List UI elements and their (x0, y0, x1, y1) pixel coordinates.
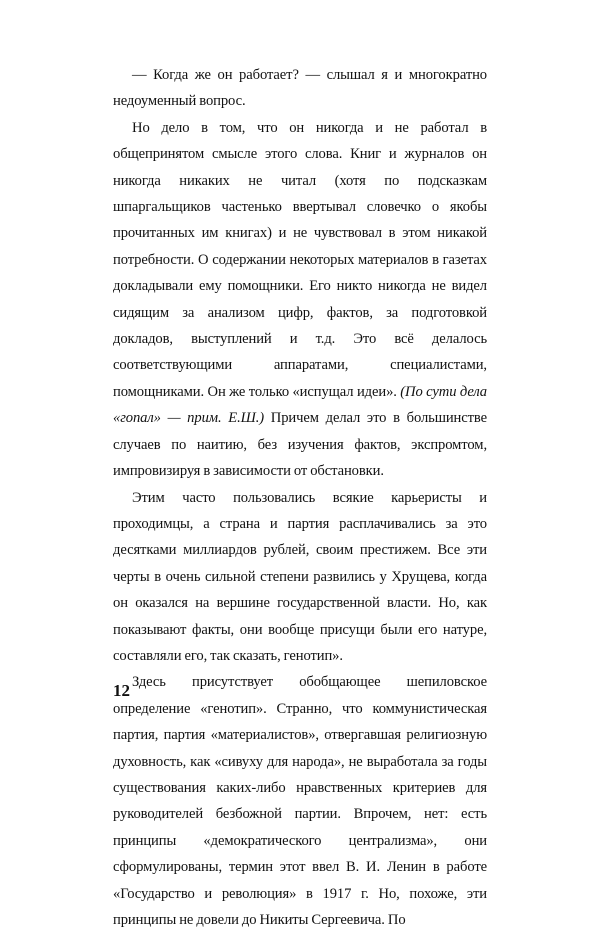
paragraph-1: — Когда же он работает? — слышал я и многократно недоуменный вопрос. (113, 67, 487, 110)
page-body (113, 62, 487, 933)
paragraph-4: Здесь присутствует обобщающее шепиловское определение «генотип». Странно, что коммунистическая партия, партия «материалистов», отвергавшая религиозную духовность, как «сивуху для народа», не выработала за годы существования каких-либо нравственных критериев для руководителей безбожной партии. Впрочем, нет: есть принципы «демократического централизма», они сформулированы, термин этот ввел В. И. Ленин в работе «Государство и революция» в 1917 г. Но, похоже, эти принципы не довели до Никиты Сергеевича. По (113, 674, 487, 928)
paragraph-2-text: Но дело в том, что он никогда и не работал в общепринятом смысле этого слова. Книг и журналов он никогда никаких не читал (хотя по подсказкам шпаргальщиков частенько ввертывал словечко о якобы прочитанных им книгах) и не чувствовал в этом никакой потребности. О содержании некоторых материалов в газетах докладывали ему помощники. Его никто никогда не видел сидящим за анализом цифр, фактов, за подготовкой докладов, выступлений и т.д. Это всё делалось соответствующими аппаратами, специалистами, помощниками. Он же только «испущал идеи». (113, 119, 487, 400)
page-number: 12 (113, 681, 130, 700)
paragraph-3: Этим часто пользовались всякие карьеристы и проходимцы, а страна и партия расплачивались за это десятками миллиардов рублей, своим престижем. Все эти черты в очень сильной степени развились у Хрущева, когда он оказался на вершине государственной власти. Но, как показывают факты, они вообще присущи были его натуре, составляли его, так сказать, генотип». (113, 489, 487, 664)
paragraph-2-text-after: Причем делал это в большинстве случаев по наитию, без изучения фактов, экспромтом, импровизируя в зависимости от обстановки. (113, 410, 487, 480)
editor-note: (По сути дела «гопал» — прим. Е.Ш.) (113, 383, 487, 427)
paragraph-2 (113, 115, 487, 485)
